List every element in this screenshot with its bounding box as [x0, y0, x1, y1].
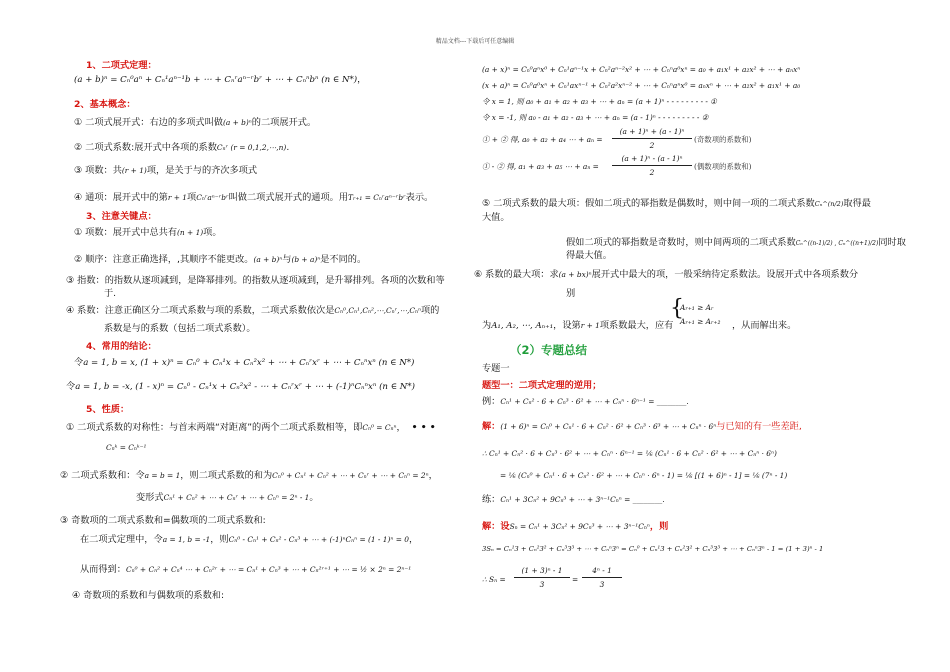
formula: Sₙ = Cₙ¹ + 3Cₙ² + 9Cₙ³ + ⋯ + 3ⁿ⁻¹Cₙⁿ	[509, 522, 650, 531]
text: 项。	[203, 227, 222, 238]
formula: (a + x)ⁿ = Cₙ⁰aⁿx⁰ + Cₙ¹aⁿ⁻¹x + Cₙ²aⁿ⁻²x² + ⋯ + Cₙⁿa⁰xⁿ = a₀ + a₁x¹ + a₂x² + ⋯ + aₙxⁿ	[482, 65, 801, 74]
solution-step-1	[482, 421, 802, 433]
formula: (a + b)ⁿ = Cₙ⁰aⁿ + Cₙ¹aⁿ⁻¹b + ⋯ + Cₙʳaⁿ⁻ʳbʳ + ⋯ + Cₙⁿbⁿ (n ∈ N*)	[74, 75, 358, 85]
formula: =	[572, 575, 579, 584]
property-coefficient-sum-variant	[136, 492, 319, 504]
text: ，则	[210, 534, 229, 545]
formula: ① + ② 得, a₀ + a₂ + a₄ ⋯ + aₙ =	[482, 135, 603, 144]
formula: Cₙ^(n/2)	[814, 200, 844, 208]
text: ④ 通项：展开式中的第	[74, 192, 168, 203]
binomial-theorem-formula	[74, 74, 366, 86]
formula: Cₙ^((n-1)/2) , Cₙ^((n+1)/2)	[795, 240, 879, 247]
page-header: 精品文档---下载后可任意编辑	[435, 38, 515, 45]
text: 从而得到：	[80, 564, 126, 575]
text: ② 顺序：注意正确选择，,其顺序不能更改。	[74, 254, 254, 265]
max-coefficient-condition	[482, 320, 673, 332]
expansion-a-plus-x	[482, 64, 800, 76]
key-point-coefficient-line2: 系数是与的系数（包括二项式系数）。	[104, 323, 256, 334]
practice-solution-1	[482, 521, 668, 533]
text: ① 二项式系数的对称性：与首末两端“对距离”的两个二项式系数相等，即	[66, 422, 363, 433]
text: .	[286, 142, 290, 153]
concept-expansion	[74, 117, 316, 129]
text: ② 二项式系数和：令	[60, 470, 145, 481]
text: 例：	[482, 396, 501, 407]
text: 同时取	[878, 237, 906, 248]
key-point-order	[74, 254, 366, 266]
text: ⑤ 二项式系数的最大项：假如二项式的幂指数是偶数时，则中间一项的二项式系数	[482, 198, 815, 209]
section-1-title: 1、二项式定理：	[86, 60, 157, 71]
key-point-coefficient	[66, 305, 439, 317]
even-term-sum	[482, 161, 599, 173]
text: ① 项数：展开式中总共有	[74, 227, 178, 238]
property-coefficient-sum	[60, 470, 438, 482]
formula: (a + b)ⁿ	[222, 118, 252, 127]
concept-general-term	[74, 192, 433, 204]
max-binomial-coefficient-line2: 大值。	[482, 212, 510, 223]
formula: a = b = 1	[144, 471, 181, 480]
max-binomial-coefficient-odd-line2: 得最大值。	[566, 250, 612, 261]
text: 与已知的有一些差距,	[716, 421, 802, 432]
text: 项系数最大，应有	[599, 320, 674, 331]
formula: (b + a)ⁿ	[291, 255, 321, 264]
formula: Cₙ¹ + 3Cₙ² + 9Cₙ³ + ⋯ + 3ⁿ⁻¹Cₙⁿ = ________.	[500, 495, 665, 504]
text: 项的	[420, 305, 440, 316]
text: 令	[66, 381, 76, 392]
text: ③ 项数：共	[74, 165, 122, 176]
formula: (a + b)ⁿ	[253, 255, 283, 264]
formula: Cₙ⁰,Cₙ¹,Cₙ²,⋯,Cₙʳ,⋯,Cₙⁿ	[334, 306, 421, 315]
section-topic-summary: （2）专题总结	[510, 343, 588, 357]
text: 为	[482, 320, 492, 331]
formula: 3	[539, 580, 545, 589]
formula: (r + 1)	[121, 166, 147, 175]
section-4-title: 4、常用的结论：	[86, 341, 157, 352]
section-2-title: 2、基本概念：	[74, 99, 136, 110]
frac1-denominator	[514, 579, 570, 591]
solution-step-3	[500, 470, 787, 482]
text: ，	[408, 534, 419, 545]
conclusion-1	[74, 357, 414, 369]
system-brace: {	[670, 296, 684, 321]
max-coefficient-term	[474, 269, 858, 281]
text: (偶数项的系数和)	[694, 162, 752, 171]
even-term-numerator	[612, 153, 692, 166]
formula: 令 x = -1, 则 a₀ - a₁ + a₂ - a₃ + ⋯ + aₙ = (a - 1)ⁿ - - - - - - - - - ②	[482, 113, 709, 122]
even-term-denominator	[612, 167, 692, 179]
text: ，	[428, 470, 438, 481]
formula: a = 1, b = x, (1 + x)ⁿ = Cₙ⁰ + Cₙ¹x + Cₙ²x² + ⋯ + Cₙʳxʳ + ⋯ + Cₙⁿxⁿ (n ∈ N*)	[83, 358, 415, 368]
solution-label: 解：设	[482, 521, 510, 532]
formula: 4ⁿ - 1	[592, 566, 612, 575]
text: 项	[187, 192, 197, 203]
example-question	[482, 396, 689, 408]
key-point-exponent-line2: 于.	[104, 288, 117, 299]
formula: a = 1, b = -1	[162, 535, 211, 544]
key-point-exponent-line1: ③ 指数：的指数从逐项减到，是降幂排列。的指数从逐项减到，是升幂排列。各项的次数和等	[66, 275, 445, 286]
formula: = ⅙ (Cₙ⁰ + Cₙ¹ · 6 + Cₙ² · 6² + ⋯ + Cₙⁿ · 6ⁿ - 1) = ⅙ [(1 + 6)ⁿ - 1] = ⅙ (7ⁿ - 1)	[500, 471, 788, 480]
punct: ，	[357, 74, 367, 85]
formula: Cₙ⁰ - Cₙ¹ + Cₙ² - Cₙ³ + ⋯ + (-1)ⁿCₙⁿ = (1 - 1)ⁿ = 0	[228, 535, 409, 544]
formula: Cₙ¹ + Cₙ² + ⋯ + Cₙʳ + ⋯ + Cₙⁿ = 2ⁿ - 1	[163, 493, 310, 502]
equals	[572, 574, 578, 586]
max-binomial-coefficient-odd	[566, 237, 906, 250]
text: ⑥ 系数的最大项：求	[474, 269, 559, 280]
formula: 令 x = 1, 则 a₀ + a₁ + a₂ + a₃ + ⋯ + aₙ = (a + 1)ⁿ - - - - - - - - - ①	[482, 97, 717, 106]
text: 展开式中最大的项，一般采纳待定系数法。设展开式中各项系数分	[591, 269, 859, 280]
text: ，设第	[553, 320, 581, 331]
ellipsis: • • •	[411, 422, 436, 433]
system-conclusion: ，从而解出来。	[732, 320, 797, 331]
text: (奇数项的系数和)	[694, 135, 752, 144]
even-term-note	[694, 161, 752, 173]
substitute-x-minus-1	[482, 112, 708, 124]
system-line-2	[680, 316, 720, 328]
text: 令	[74, 357, 84, 368]
text: ，则	[649, 521, 669, 532]
text: ④ 系数：注意正确区分二项式系数与项的系数，二项式系数依次是	[66, 305, 335, 316]
property-symmetry-formula	[106, 442, 146, 454]
text: ① 二项式展开式：右边的多项式叫做	[74, 117, 223, 128]
frac2-numerator	[582, 565, 622, 578]
text: 表示。	[405, 192, 434, 203]
formula: (n + 1)	[177, 228, 204, 237]
solution-step-2	[482, 448, 777, 460]
text: ，则二项式系数的和为	[180, 470, 273, 481]
formula: Cₙ⁰ = Cₙⁿ	[362, 423, 397, 432]
property-odd-even: ③ 奇数项的二项式系数和=偶数项的二项式系数和:	[60, 515, 266, 526]
text: 叫做二项式展开式的通项。用	[228, 192, 349, 203]
system-line-1	[680, 302, 714, 314]
text: 变形式	[136, 492, 164, 503]
odd-term-sum	[482, 134, 603, 146]
text: 取得最	[843, 198, 871, 209]
question-type-one: 题型一：二项式定理的逆用；	[482, 380, 602, 391]
formula: (1 + 6)ⁿ = Cₙ⁰ + Cₙ¹ · 6 + Cₙ² · 6² + Cₙ³ · 6³ + ⋯ + Cₙⁿ · 6ⁿ	[500, 422, 717, 431]
max-binomial-coefficient	[482, 198, 871, 210]
text: 的二项展开式。	[251, 117, 317, 128]
section-3-title: 3、注意关键点：	[86, 211, 157, 222]
concept-binomial-coefficient	[74, 142, 289, 154]
formula: Aᵣ₊₁ ≥ Aᵣ	[680, 303, 714, 312]
text: ② 二项式系数:展开式中各项的系数	[74, 142, 217, 153]
topic-one-label: 专题一	[482, 363, 510, 374]
formula: Cₙʳ (r = 0,1,2,⋯,n)	[216, 143, 287, 152]
odd-term-note	[694, 134, 752, 146]
frac2-denominator	[582, 579, 622, 591]
odd-term-denominator	[612, 140, 692, 152]
property-symmetry	[66, 422, 436, 434]
property-odd-even-derivation	[80, 534, 418, 546]
formula: (a + bx)ⁿ	[558, 270, 592, 279]
practice-question	[482, 494, 665, 506]
formula: Cₙʳaⁿ⁻ʳbʳ	[196, 193, 229, 202]
text: 与	[282, 254, 292, 265]
formula: Aᵣ₊₁ ≥ Aᵣ₊₂	[680, 317, 721, 326]
formula: r + 1	[580, 321, 600, 330]
text: 。	[309, 492, 319, 503]
formula: (a + 1)ⁿ + (a - 1)ⁿ	[619, 127, 685, 136]
text: 在二项式定理中，令	[80, 534, 163, 545]
formula: 3Sₙ = Cₙ¹3 + Cₙ²3² + Cₙ³3³ + ⋯ + Cₙⁿ3ⁿ = Cₙ⁰ + Cₙ¹3 + Cₙ²3² + Cₙ³3³ + ⋯ + Cₙⁿ3ⁿ - 1 = (1 + 3)ⁿ - 1	[482, 545, 824, 553]
conclusion-2	[66, 381, 415, 393]
key-point-term-count	[74, 227, 222, 239]
formula: Tᵣ₊₁ = Cₙʳaⁿ⁻ʳbʳ	[348, 193, 406, 202]
formula: ① - ② 得, a₁ + a₃ + a₅ ⋯ + aₙ =	[482, 162, 599, 171]
formula: (1 + 3)ⁿ - 1	[521, 566, 563, 575]
odd-term-numerator	[612, 126, 692, 139]
property-coefficient-parity: ④ 奇数项的系数和与偶数项的系数和:	[72, 590, 225, 601]
formula: Cₙᵏ = Cₙᵏ⁻¹	[106, 443, 147, 452]
text: 练：	[482, 494, 501, 505]
frac1-numerator	[514, 565, 570, 578]
formula: (x + a)ⁿ = Cₙ⁰a⁰xⁿ + Cₙ¹axⁿ⁻¹ + Cₙ²a²xⁿ⁻² + ⋯ + Cₙⁿaⁿx⁰ = aₙxⁿ + ⋯ + a₂x² + a₁x¹ + a₀	[482, 81, 801, 90]
text: 假如二项式的幂指数是奇数时，则中间两项的二项式系数	[566, 237, 796, 248]
text: 是不同的。	[320, 254, 367, 265]
text: ，	[396, 422, 406, 433]
formula: a = 1, b = -x, (1 - x)ⁿ = Cₙ⁰ - Cₙ¹x + Cₙ²x² - ⋯ + Cₙʳxʳ + ⋯ + (-1)ⁿCₙⁿxⁿ (n ∈ N*)	[75, 382, 415, 392]
formula: ∴ Sₙ =	[482, 575, 506, 584]
formula: Cₙ¹ + Cₙ² · 6 + Cₙ³ · 6² + ⋯ + Cₙⁿ · 6ⁿ⁻¹ = ________.	[500, 397, 689, 406]
concept-term-count	[74, 165, 257, 177]
formula: 3	[599, 580, 605, 589]
text: 项，是关于与的齐次多项式	[146, 165, 258, 176]
expansion-x-plus-a	[482, 80, 800, 92]
formula: 2	[649, 168, 655, 177]
formula: 2	[649, 141, 655, 150]
practice-solution-3	[482, 574, 506, 586]
practice-solution-2	[482, 543, 823, 555]
formula: Cₙ⁰ + Cₙ¹ + Cₙ² + ⋯ + Cₙʳ + ⋯ + Cₙⁿ = 2ⁿ	[272, 471, 429, 480]
section-5-title: 5、性质：	[86, 404, 130, 415]
solution-label: 解：	[482, 421, 501, 432]
formula: Cₙ⁰ + Cₙ² + Cₙ⁴ ⋯ + Cₙ²ʳ + ⋯ = Cₙ¹ + Cₙ³ + ⋯ + Cₙ²ʳ⁺¹ + ⋯ = ½ × 2ⁿ = 2ⁿ⁻¹	[125, 565, 412, 574]
substitute-x-1	[482, 96, 717, 108]
formula: (a + 1)ⁿ - (a - 1)ⁿ	[621, 154, 683, 163]
formula: A₁, A₂, ⋯, Aₙ₊₁	[491, 321, 554, 331]
formula: r + 1	[167, 193, 187, 202]
formula: ∴ Cₙ¹ + Cₙ² · 6 + Cₙ³ · 6² + ⋯ + Cₙⁿ · 6ⁿ⁻¹ = ⅙ (Cₙ¹ · 6 + Cₙ² · 6² + ⋯ + Cₙⁿ · 6ⁿ)	[482, 449, 777, 458]
max-coefficient-term-line2: 别	[566, 288, 576, 299]
property-odd-even-result	[80, 564, 411, 576]
